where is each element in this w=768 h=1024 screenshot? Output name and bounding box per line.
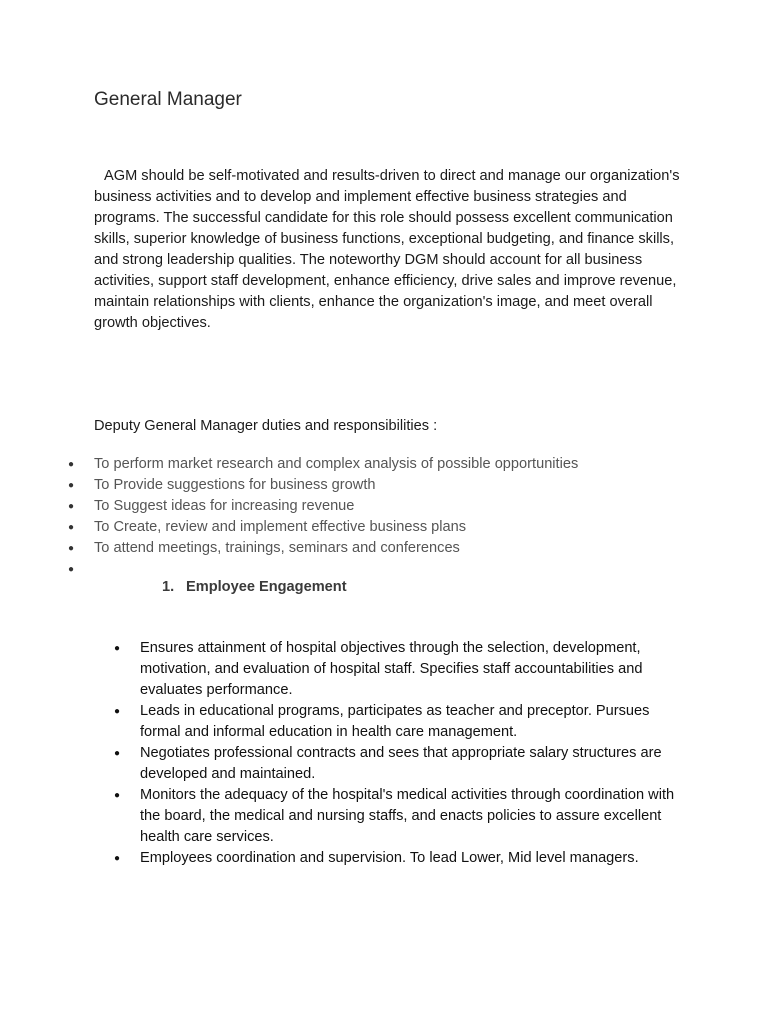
list-item-text: To Suggest ideas for increasing revenue [94, 498, 355, 514]
list-item [0, 848, 685, 869]
list-item-text: Negotiates professional contracts and sees that appropriate salary structures are developed and maintained. [140, 745, 662, 782]
list-item-text: To attend meetings, trainings, seminars and conferences [94, 540, 460, 556]
section-number: 1. [162, 579, 175, 595]
bullet-icon: ● [114, 853, 121, 864]
list-item-text: Leads in educational programs, participates as teacher and preceptor. Pursues formal and informal education in health care management. [140, 703, 650, 740]
list-item [0, 743, 685, 785]
bullet-icon: ● [68, 564, 75, 575]
bullet-icon: ● [114, 748, 121, 759]
document-title: General Manager [94, 89, 242, 110]
list-item-text: Monitors the adequacy of the hospital's medical activities through coordination with the board, the medical and nursing staffs, and enacts policies to assure excellent health care services. [140, 787, 675, 845]
list-item [0, 638, 685, 701]
list-item-text: To perform market research and complex analysis of possible opportunities [94, 456, 579, 472]
list-item-text: To Create, review and implement effective business plans [94, 519, 467, 535]
intro-paragraph: AGM should be self-motivated and results-driven to direct and manage our organization's business activities and to develop and implement effective business strategies and programs. The successful candidate for this role should possess excellent communication skills, superior knowledge of business functions, exceptional budgeting, and finance skills, and strong leadership qualities. The noteworthy DGM should account for all business activities, support staff development, enhance efficiency, drive sales and improve revenue, maintain relationships with clients, enhance the organization's image, and meet overall growth objectives. [94, 168, 680, 331]
bullet-icon: ● [68, 522, 75, 533]
bullet-icon: ● [114, 643, 121, 654]
bullet-icon: ● [114, 790, 121, 801]
bullet-icon: ● [68, 501, 75, 512]
list-item [0, 701, 685, 743]
section-heading [162, 579, 347, 595]
bullet-icon: ● [114, 706, 121, 717]
bullet-icon: ● [68, 459, 75, 470]
list-item-text: Ensures attainment of hospital objectives through the selection, development, motivation, and evaluation of hospital staff. Specifies staff accountabilities and evaluates performance. [140, 640, 643, 698]
bullet-icon: ● [68, 543, 75, 554]
bullet-icon: ● [68, 480, 75, 491]
duties-heading: Deputy General Manager duties and responsibilities : [94, 418, 438, 434]
list-item-text: To Provide suggestions for business growth [94, 477, 376, 493]
engagement-list [0, 638, 685, 869]
list-item [0, 785, 685, 848]
section-heading-text: Employee Engagement [186, 579, 347, 595]
list-item-text: Employees coordination and supervision. To lead Lower, Mid level managers. [140, 850, 639, 866]
